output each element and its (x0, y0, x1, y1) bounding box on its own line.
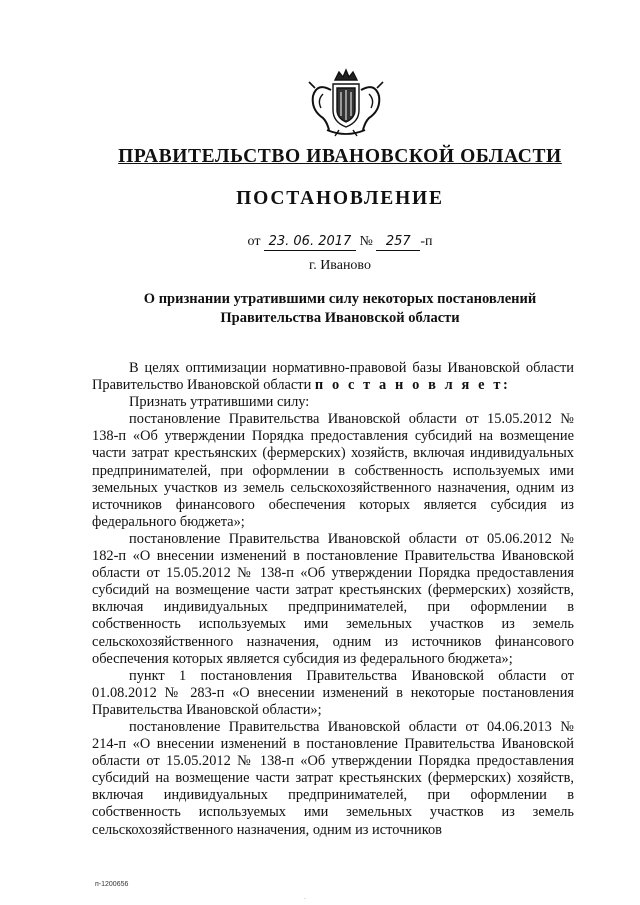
city-name: г. Иваново (309, 258, 371, 273)
document-code: п-1200656 (95, 881, 129, 888)
subject-line-1: О признании утратившими силу некоторых постановлений (143, 291, 537, 307)
coat-of-arms-icon (305, 66, 387, 138)
resolution-intro: Признать утратившими силу: (129, 394, 310, 411)
document-body (92, 360, 574, 839)
number-sign: № (359, 234, 373, 249)
document-subject (90, 290, 590, 328)
repealed-item-4: постановление Правительства Ивановской области от 04.06.2013 № 214-п «О внесении изменений в постановление Правительства Ивановской области от 15.05.2012 № 138-п «Об утверждении Порядка предоставления субсидий на возмещение части затрат крестьянских (фермерских) хозяйств, включая индивидуальных предпринимателей, при оформлении в собственность используемых ими земельных участков из земель сельскохозяйственного назначения, одним из источников (92, 718, 574, 838)
resolves-word: п о с т а н о в л я е т: (314, 377, 511, 394)
page-mark: · (304, 896, 306, 902)
dateline (90, 233, 590, 251)
preamble-text: В целях оптимизации нормативно-правовой базы Ивановской области Правительство Ивановской области (92, 360, 574, 394)
handwritten-number: 257 (376, 233, 420, 251)
repealed-item-2: постановление Правительства Ивановской области от 05.06.2012 № 182-п «О внесении изменений в постановление Правительства Ивановской области от 15.05.2012 № 138-п «Об утверждении Порядка предоставления субсидий на возмещение части затрат крестьянских (фермерских) хозяйств, включая индивидуальных предпринимателей, при оформлении в собственность используемых ими земельных участков из земель сельскохозяйственного назначения, одним из источников финансового обеспечения которых является субсидия из федерального бюджета»; (92, 530, 574, 667)
repealed-item-1: постановление Правительства Ивановской области от 15.05.2012 № 138-п «Об утверждении Порядка предоставления субсидий на возмещение части затрат крестьянских (фермерских) хозяйств, включая индивидуальных предпринимателей, при оформлении в собственность используемых ими земельных участков из земель сельскохозяйственного назначения, одним из источников финансового обеспечения которых является субсидия из федерального бюджета»; (92, 411, 574, 530)
subject-line-2: Правительства Ивановской области (220, 310, 460, 326)
number-suffix: -п (420, 234, 433, 249)
government-name: ПРАВИТЕЛЬСТВО ИВАНОВСКОЙ ОБЛАСТИ (118, 146, 562, 167)
preamble-paragraph (92, 360, 574, 394)
document-type-title: ПОСТАНОВЛЕНИЕ (236, 188, 444, 209)
repealed-item-3: пункт 1 постановления Правительства Ивановской области от 01.08.2012 № 283-п «О внесении изменений в некоторые постановления Правительства Ивановской области»; (92, 667, 574, 718)
from-label: от (247, 234, 261, 249)
handwritten-date: 23. 06. 2017 (264, 233, 356, 251)
